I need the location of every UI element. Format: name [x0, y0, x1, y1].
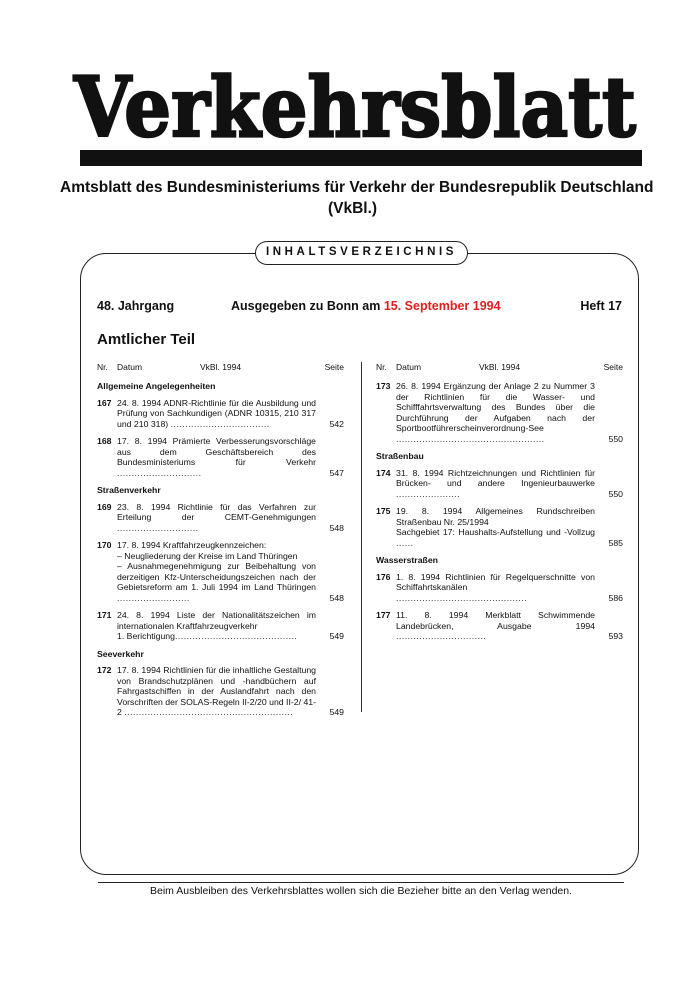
entry-text: 17. 8. 1994 Richtlinien für die inhaltliche Gestaltung von Brandschutzplänen und -handbüchern auf Fahrgastschiffen in der Auslandfahrt nach den Vorschriften der SOLAS-Regeln II-2/20 und II-2/ 41-2: [117, 665, 316, 717]
entry-number: 168: [97, 436, 112, 446]
toc-label: INHALTSVERZEICHNIS: [255, 241, 468, 265]
entry-bullet: – Neugliederung der Kreise im Land Thüringen: [117, 550, 298, 561]
toc-entry-170[interactable]: 170 17. 8. 1994 Kraftfahrzeugkennzeichen: – Neugliederung der Kreise im Land Thüringen – Ausnahmegenehmigung zur Beibehaltung von derzeitigen Kfz-Unterscheidungszeichen nach der Gebietsreform am 1. Juli 1994 im Land Thüringen ......................... 548: [97, 540, 344, 603]
section-title: Amtlicher Teil: [97, 331, 196, 348]
column-divider: [361, 362, 362, 712]
toc-entry-173[interactable]: 173 26. 8. 1994 Ergänzung der Anlage 2 zu Nummer 3 der Richtlinien für die Wasser- und Schifffahrtsverwaltung des Bundes über die Durchführung der Aufgaben nach der Sportbootführerscheinverordnung-See ................................................... 550: [376, 381, 623, 444]
category-heading: Straßenverkehr: [97, 485, 161, 495]
col-datum: Datum: [396, 362, 422, 372]
entry-number: 170: [97, 540, 112, 550]
entry-text: 17. 8. 1994 Kraftfahrzeugkennzeichen:: [117, 540, 267, 550]
col-seite: Seite: [603, 362, 623, 372]
entry-text: 26. 8. 1994 Ergänzung der Anlage 2 zu Nummer 3 der Richtlinien für die Wasser- und Schifffahrtsverwaltung des Bundes über die Durchführung der Aufgaben nach der Sportbootführerscheinverordnung-See: [396, 381, 595, 433]
col-vkbl: VkBl. 1994: [479, 362, 521, 372]
entry-text: 24. 8. 1994 Liste der Nationalitätszeichen im internationalen Kraftfahrzeugverkehr: [117, 610, 316, 631]
entry-page: 548: [329, 522, 344, 533]
entry-page: 548: [329, 592, 344, 603]
left-column: [97, 381, 344, 725]
masthead-rule: [80, 150, 642, 166]
toc-entry-177[interactable]: 177 11. 8. 1994 Merkblatt Schwimmende Landebrücken, Ausgabe 1994 ............................... 593: [376, 610, 623, 641]
entry-number: 174: [376, 467, 391, 478]
toc-entry-167[interactable]: 167 24. 8. 1994 ADNR-Richtlinie für die Ausbildung und Prüfung von Sachkundigen (ADNR 10315, 210 317 und 210 318) .................................. 542: [97, 397, 344, 429]
entry-page: 549: [329, 631, 344, 641]
entry-number: 175: [376, 506, 391, 516]
entry-text: 23. 8. 1994 Richtlinie für das Verfahren zur Erteilung der CEMT-Genehmigungen: [117, 501, 316, 522]
entry-page: 593: [608, 631, 623, 641]
toc-entry-169[interactable]: 169 23. 8. 1994 Richtlinie für das Verfahren zur Erteilung der CEMT-Genehmigungen ............................ 548: [97, 501, 344, 533]
entry-text: 1. 8. 1994 Richtlinien für Regelquerschnitte von Schiffahrtskanälen: [396, 571, 595, 592]
entry-text: 17. 8. 1994 Prämierte Verbesserungsvorschläge aus dem Geschäftsbereich des Bundesministeriums für Verkehr: [117, 436, 316, 467]
footer-notice: Beim Ausbleiben des Verkehrsblattes wollen sich die Bezieher bitte an den Verlag wenden.: [149, 885, 572, 897]
col-seite: Seite: [324, 362, 344, 372]
entry-number: 176: [376, 571, 391, 582]
entry-text: 31. 8. 1994 Richtzeichnungen und Richtlinien für Brücken- und andere Ingenieurbauwerke: [396, 467, 595, 488]
right-column: [376, 381, 623, 649]
right-column-header: [376, 362, 623, 374]
entry-page: 585: [608, 537, 623, 548]
toc-entry-168[interactable]: 168 17. 8. 1994 Prämierte Verbesserungsvorschläge aus dem Geschäftsbereich des Bundesministeriums für Verkehr ............................. 547: [97, 436, 344, 478]
entry-text: 19. 8. 1994 Allgemeines Rundschreiben Straßenbau Nr. 25/1994: [396, 506, 595, 527]
issue-date-line: [231, 299, 501, 313]
toc-entry-172[interactable]: 172 17. 8. 1994 Richtlinien für die inhaltliche Gestaltung von Brandschutzplänen und -handbüchern auf Fahrgastschiffen in der Auslandfahrt nach den Vorschriften der SOLAS-Regeln II-2/20 und II-2/ 41-2 .......................................................... 549: [97, 665, 344, 717]
entry-bullet: – Ausnahmegenehmigung zur Beibehaltung von derzeitigen Kfz-Unterscheidungszeichen nach der Gebietsreform am 1. Juli 1994 im Land Thüringen: [117, 561, 316, 592]
masthead-title: Verkehrsblatt: [73, 60, 637, 146]
subtitle-line2: (VkBl.): [327, 200, 378, 217]
col-vkbl: VkBl. 1994: [200, 362, 242, 372]
heft-number: Heft 17: [580, 299, 622, 313]
subtitle-line1: Amtsblatt des Bundesministeriums für Verkehr der Bundesrepublik Deutschland: [60, 179, 654, 196]
category-heading: Wasserstraßen: [376, 555, 438, 565]
category-heading: Straßenbau: [376, 451, 424, 461]
col-nr: Nr.: [97, 362, 108, 372]
entry-number: 167: [97, 397, 112, 408]
entry-number: 173: [376, 381, 391, 391]
entry-page: 542: [329, 418, 344, 429]
entry-page: 550: [608, 433, 623, 444]
left-column-header: [97, 362, 344, 374]
entry-number: 177: [376, 610, 391, 620]
entry-text: 11. 8. 1994 Merkblatt Schwimmende Landebrücken, Ausgabe 1994: [396, 610, 595, 631]
entry-number: 171: [97, 610, 112, 620]
entry-text: 24. 8. 1994 ADNR-Richtlinie für die Ausbildung und Prüfung von Sachkundigen (ADNR 10315, 210 317 und 210 318): [117, 397, 316, 429]
toc-entry-174[interactable]: 174 31. 8. 1994 Richtzeichnungen und Richtlinien für Brücken- und andere Ingenieurbauwerke ...................... 550: [376, 467, 623, 499]
entry-subtext: 1. Berichtigung: [117, 631, 175, 641]
entry-page: 547: [329, 467, 344, 478]
issue-line: [97, 299, 622, 317]
entry-number: 169: [97, 501, 112, 512]
entry-page: 586: [608, 592, 623, 603]
jahrgang: 48. Jahrgang: [97, 299, 175, 313]
entry-page: 550: [608, 488, 623, 499]
entry-number: 172: [97, 665, 112, 675]
entry-page: 549: [329, 707, 344, 717]
toc-entry-175[interactable]: 175 19. 8. 1994 Allgemeines Rundschreiben Straßenbau Nr. 25/1994 Sachgebiet 17: Haushalts-Aufstellung und -Vollzug ...... 585: [376, 506, 623, 548]
entry-subtext: Sachgebiet 17: Haushalts-Aufstellung und -Vollzug: [396, 527, 595, 537]
toc-entry-171[interactable]: 171 24. 8. 1994 Liste der Nationalitätszeichen im internationalen Kraftfahrzeugverkehr 1. Berichtigung.......................................... 549: [97, 610, 344, 641]
masthead-logo: [70, 60, 640, 146]
col-datum: Datum: [117, 362, 143, 372]
issued-label: Ausgegeben zu Bonn am: [231, 299, 381, 313]
issue-date: 15. September 1994: [383, 299, 501, 313]
category-heading: Seeverkehr: [97, 648, 144, 659]
category-heading: Allgemeine Angelegenheiten: [97, 381, 216, 391]
publication-subtitle: [60, 177, 654, 219]
toc-entry-176[interactable]: 176 1. 8. 1994 Richtlinien für Regelquerschnitte von Schiffahrtskanälen ............................................. 586: [376, 571, 623, 603]
col-nr: Nr.: [376, 362, 387, 372]
